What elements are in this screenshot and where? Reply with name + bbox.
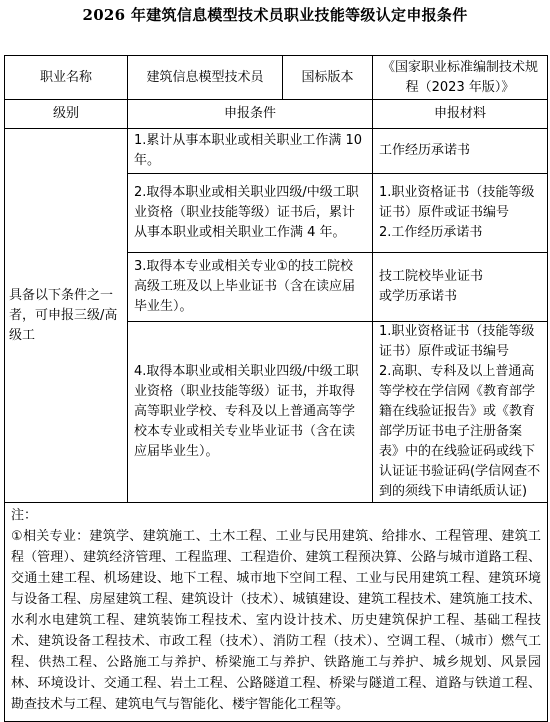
note-heading: 注： [11, 508, 38, 523]
condition-1: 1.累计从事本职业或相关职业工作满 10 年。 [128, 129, 373, 174]
note-row [5, 503, 548, 722]
materials-4: 1.职业资格证书（技能等级证书）原件或证书编号 2.高职、专科及以上普通高等学校在学信网《教育部学籍在线验证报告》或《教育部学历证书电子注册备案表》中的在线验证码或线下认证证书验证码(学信网查不到的须线下申请纸质认证) [373, 322, 548, 503]
condition-2: 2.取得本职业或相关职业四级/中级工职业资格（职业技能等级）证书后，累计从事本职业或相关职业工作满 4 年。 [128, 174, 373, 253]
condition-4: 4.取得本职业或相关职业四级/中级工职业资格（职业技能等级）证书，并取得高等职业学校、专科及以上普通高等学校本专业或相关专业毕业证书（含在读应届毕业生）。 [128, 322, 373, 503]
table-row [5, 129, 548, 174]
materials-3: 技工院校毕业证书 或学历承诺书 [373, 253, 548, 322]
condition-3: 3.取得本专业或相关专业①的技工院校高级工班及以上毕业证书（含在读应届毕业生）。 [128, 253, 373, 322]
page-title: 2026 年建筑信息模型技术员职业技能等级认定申报条件 [82, 6, 468, 24]
standard-version-label: 国标版本 [283, 56, 373, 100]
note-cell [5, 503, 548, 722]
occupation-row [5, 56, 548, 100]
occupation-name-value: 建筑信息模型技术员 [128, 56, 283, 100]
requirements-table [4, 55, 548, 722]
header-conditions: 申报条件 [128, 100, 373, 129]
header-materials: 申报材料 [373, 100, 548, 129]
materials-1: 工作经历承诺书 [373, 129, 548, 174]
header-level: 级别 [5, 100, 128, 129]
occupation-name-label: 职业名称 [5, 56, 128, 100]
standard-version-value: 《国家职业标准编制技术规程（2023 年版）》 [373, 56, 548, 100]
level-cell: 具备以下条件之一者，可申报三级/高级工 [5, 129, 128, 503]
table-header-row [5, 100, 548, 129]
note-text: ①相关专业：建筑学、建筑施工、土木工程、工业与民用建筑、给排水、工程管理、建筑工程（管理）、建筑经济管理、工程监理、工程造价、建筑工程预决算、公路与城市道路工程、交通土建工程、机场建设、地下工程、城市地下空间工程、工业与民用建筑工程、建筑环境与设备工程、房屋建筑工程、建筑设计（技术）、城镇建设、建筑工程技术、建筑施工技术、水利水电建筑工程、建筑装饰工程技术、室内设计技术、历史建筑保护工程、基础工程技术、建筑设备工程技术、市政工程（技术）、消防工程（技术）、空调工程、（城市）燃气工程、供热工程、公路施工与养护、桥梁施工与养护、铁路施工与养护、城乡规划、风景园林、环境设计、交通工程、岩土工程、公路隧道工程、桥梁与隧道工程、道路与铁道工程、勘查技术与工程、建筑电气与智能化、楼宇智能化工程等。 [11, 529, 541, 712]
materials-2: 1.职业资格证书（技能等级证书）原件或证书编号 2.工作经历承诺书 [373, 174, 548, 253]
